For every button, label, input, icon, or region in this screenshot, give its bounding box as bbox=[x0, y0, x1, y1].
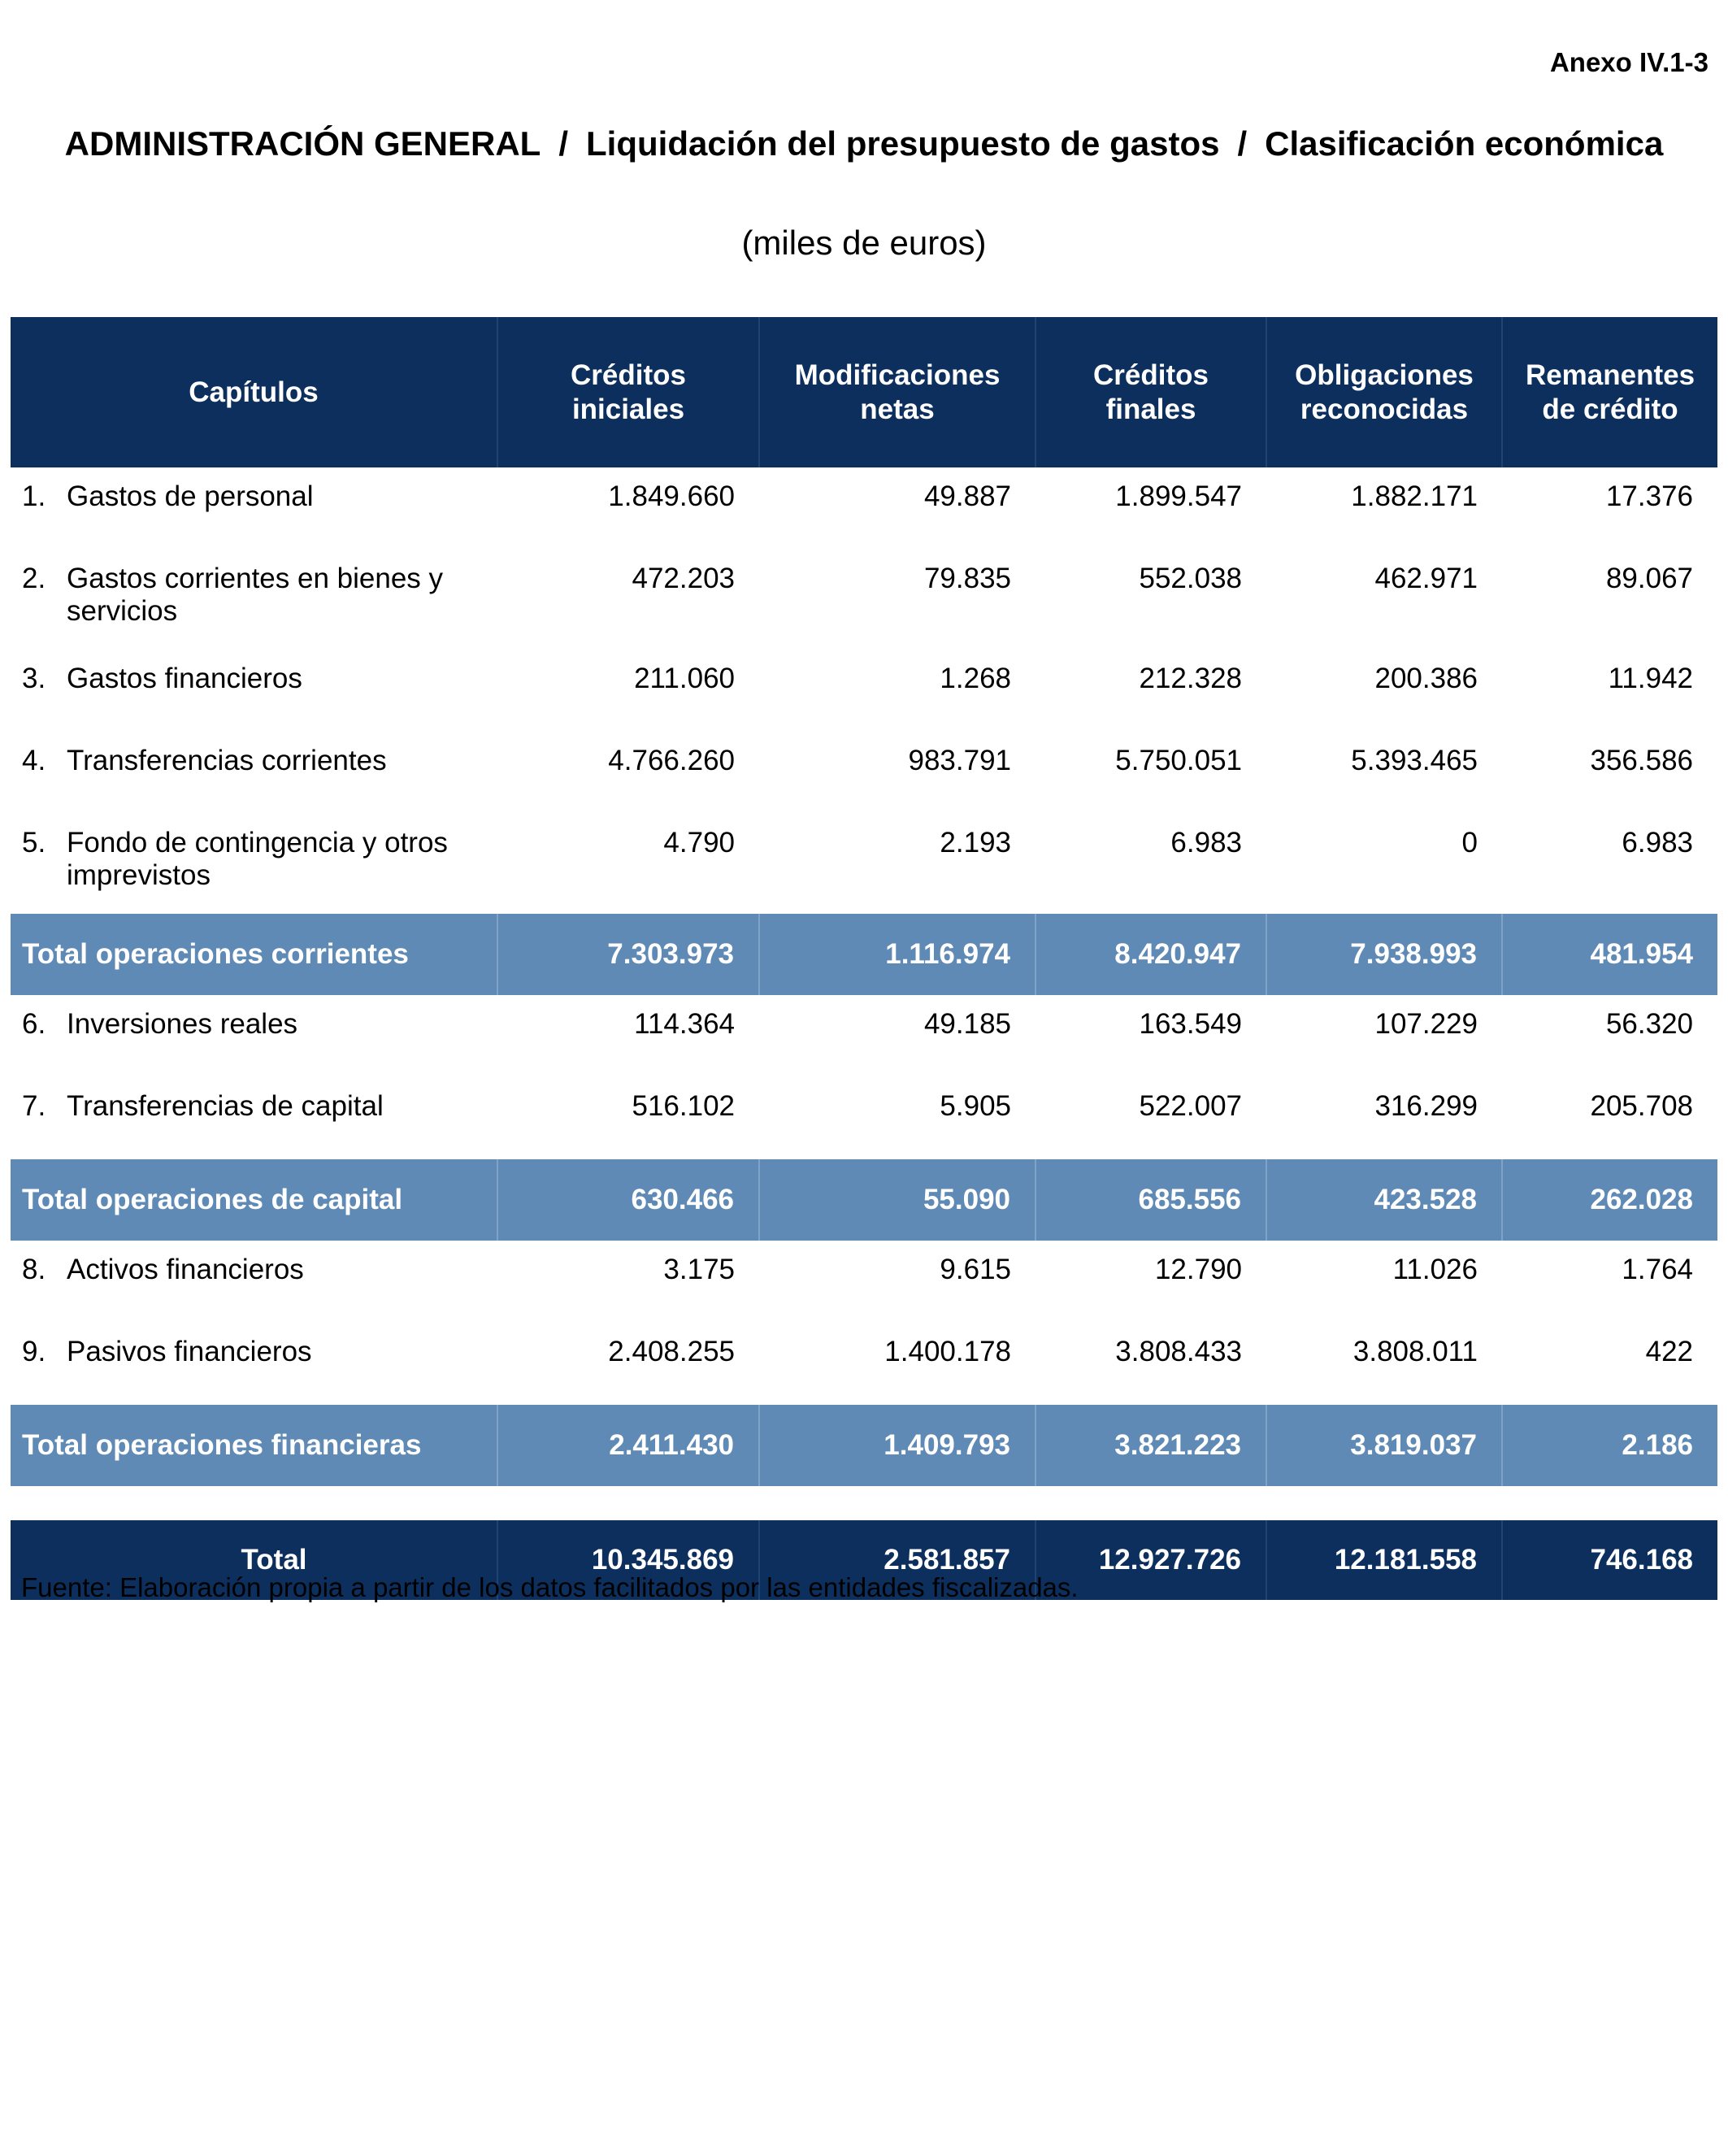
title-separator: / bbox=[1237, 124, 1248, 163]
budget-table bbox=[11, 317, 1717, 1600]
remaining-credit-value: 56.320 bbox=[1605, 1008, 1694, 1040]
net-modifications-value: 1.116.974 bbox=[759, 914, 1035, 995]
remaining-credit-value: 6.983 bbox=[1622, 827, 1694, 858]
net-modifications-value: 49.887 bbox=[923, 480, 1012, 512]
table-row bbox=[11, 650, 1717, 732]
recognized-obligations-value: 3.819.037 bbox=[1266, 1405, 1502, 1486]
net-modifications-value: 2.581.857 bbox=[759, 1520, 1035, 1600]
initial-credits-value: 1.849.660 bbox=[608, 480, 736, 512]
initial-credits-value: 516.102 bbox=[632, 1090, 736, 1122]
net-modifications-value: 49.185 bbox=[923, 1008, 1012, 1040]
net-modifications-value: 55.090 bbox=[759, 1159, 1035, 1241]
net-modifications-value: 9.615 bbox=[940, 1254, 1012, 1285]
remaining-credit-value: 356.586 bbox=[1590, 745, 1694, 776]
chapter-number: 2. bbox=[22, 563, 46, 594]
header-final-credits: Créditos finales bbox=[1035, 317, 1266, 467]
final-credits-value: 6.983 bbox=[1170, 827, 1243, 858]
net-modifications-value: 1.409.793 bbox=[759, 1405, 1035, 1486]
remaining-credit-value: 89.067 bbox=[1605, 563, 1694, 594]
chapter-name: Transferencias de capital bbox=[67, 1090, 384, 1122]
annex-label: Anexo IV.1-3 bbox=[1549, 47, 1708, 77]
net-modifications-value: 1.400.178 bbox=[884, 1336, 1012, 1367]
remaining-credit-value: 262.028 bbox=[1502, 1159, 1717, 1241]
table-row bbox=[11, 467, 1717, 550]
initial-credits-value: 2.408.255 bbox=[608, 1336, 736, 1367]
table-row bbox=[11, 550, 1717, 650]
chapter-number: 4. bbox=[22, 745, 46, 776]
subtotal-row-capital-operations bbox=[11, 1159, 1717, 1241]
net-modifications-value: 1.268 bbox=[940, 663, 1012, 694]
table-row bbox=[11, 1241, 1717, 1323]
subtotal-row-current-operations bbox=[11, 914, 1717, 995]
chapter-name: Gastos de personal bbox=[67, 480, 314, 512]
recognized-obligations-value: 423.528 bbox=[1266, 1159, 1502, 1241]
net-modifications-value: 2.193 bbox=[940, 827, 1012, 858]
title-entity: ADMINISTRACIÓN GENERAL bbox=[64, 124, 541, 163]
header-net-modifications: Modificaciones netas bbox=[759, 317, 1035, 467]
initial-credits-value: 3.175 bbox=[663, 1254, 736, 1285]
recognized-obligations-value: 5.393.465 bbox=[1351, 745, 1478, 776]
grand-total-label: Total bbox=[11, 1520, 497, 1600]
header-chapters: Capítulos bbox=[11, 317, 497, 467]
remaining-credit-value: 2.186 bbox=[1502, 1405, 1717, 1486]
initial-credits-value: 630.466 bbox=[497, 1159, 759, 1241]
final-credits-value: 12.927.726 bbox=[1035, 1520, 1266, 1600]
table-row bbox=[11, 1077, 1717, 1159]
net-modifications-value: 79.835 bbox=[923, 563, 1012, 594]
remaining-credit-value: 17.376 bbox=[1605, 480, 1694, 512]
header-recognized-obligations: Obligaciones reconocidas bbox=[1266, 317, 1502, 467]
recognized-obligations-value: 3.808.011 bbox=[1352, 1336, 1478, 1367]
title-classification: Clasificación económica bbox=[1265, 124, 1664, 163]
header-initial-credits: Créditos iniciales bbox=[497, 317, 759, 467]
remaining-credit-value: 11.942 bbox=[1608, 663, 1694, 694]
recognized-obligations-value: 1.882.171 bbox=[1351, 480, 1478, 512]
recognized-obligations-value: 462.971 bbox=[1374, 563, 1478, 594]
chapter-number: 9. bbox=[22, 1336, 46, 1367]
units-subtitle: (miles de euros) bbox=[741, 224, 987, 262]
recognized-obligations-value: 0 bbox=[1461, 827, 1478, 858]
final-credits-value: 522.007 bbox=[1139, 1090, 1243, 1122]
table-spacer bbox=[11, 1486, 1717, 1520]
table-row bbox=[11, 814, 1717, 914]
subtotal-row-financial-operations bbox=[11, 1405, 1717, 1486]
remaining-credit-value: 205.708 bbox=[1590, 1090, 1694, 1122]
initial-credits-value: 4.766.260 bbox=[608, 745, 736, 776]
chapter-name: Activos financieros bbox=[67, 1254, 304, 1285]
table-row bbox=[11, 732, 1717, 814]
final-credits-value: 8.420.947 bbox=[1035, 914, 1266, 995]
chapter-name: Pasivos financieros bbox=[67, 1336, 312, 1367]
chapter-name: Inversiones reales bbox=[67, 1008, 298, 1040]
subtotal-label: Total operaciones financieras bbox=[11, 1405, 497, 1486]
title-section: Liquidación del presupuesto de gastos bbox=[586, 124, 1220, 163]
net-modifications-value: 5.905 bbox=[940, 1090, 1012, 1122]
page-title bbox=[0, 124, 1728, 163]
recognized-obligations-value: 7.938.993 bbox=[1266, 914, 1502, 995]
final-credits-value: 1.899.547 bbox=[1115, 480, 1243, 512]
initial-credits-value: 114.364 bbox=[634, 1008, 736, 1040]
final-credits-value: 163.549 bbox=[1139, 1008, 1243, 1040]
chapter-number: 3. bbox=[22, 663, 46, 694]
final-credits-value: 12.790 bbox=[1154, 1254, 1243, 1285]
table-header-row bbox=[11, 317, 1717, 467]
final-credits-value: 3.821.223 bbox=[1035, 1405, 1266, 1486]
initial-credits-value: 2.411.430 bbox=[497, 1405, 759, 1486]
title-separator: / bbox=[558, 124, 569, 163]
chapter-name: Fondo de contingencia y otros imprevistos bbox=[67, 827, 448, 891]
recognized-obligations-value: 107.229 bbox=[1374, 1008, 1478, 1040]
chapter-name: Gastos corrientes en bienes y servicios bbox=[67, 563, 444, 627]
table-row bbox=[11, 1323, 1717, 1405]
initial-credits-value: 472.203 bbox=[632, 563, 736, 594]
source-note: Fuente: Elaboración propia a partir de los datos facilitados por las entidades fiscalizadas. bbox=[21, 1572, 1079, 1602]
recognized-obligations-value: 11.026 bbox=[1392, 1254, 1478, 1285]
initial-credits-value: 211.060 bbox=[634, 663, 736, 694]
recognized-obligations-value: 12.181.558 bbox=[1266, 1520, 1502, 1600]
final-credits-value: 3.808.433 bbox=[1115, 1336, 1243, 1367]
chapter-number: 8. bbox=[22, 1254, 46, 1285]
chapter-number: 5. bbox=[22, 827, 46, 858]
chapter-number: 6. bbox=[22, 1008, 46, 1040]
initial-credits-value: 10.345.869 bbox=[497, 1520, 759, 1600]
initial-credits-value: 7.303.973 bbox=[497, 914, 759, 995]
chapter-number: 1. bbox=[22, 480, 46, 512]
final-credits-value: 212.328 bbox=[1139, 663, 1243, 694]
recognized-obligations-value: 200.386 bbox=[1374, 663, 1478, 694]
final-credits-value: 685.556 bbox=[1035, 1159, 1266, 1241]
table-row bbox=[11, 995, 1717, 1077]
remaining-credit-value: 481.954 bbox=[1502, 914, 1717, 995]
chapter-name: Gastos financieros bbox=[67, 663, 302, 694]
recognized-obligations-value: 316.299 bbox=[1374, 1090, 1478, 1122]
remaining-credit-value: 1.764 bbox=[1622, 1254, 1694, 1285]
net-modifications-value: 983.791 bbox=[908, 745, 1012, 776]
subtotal-label: Total operaciones de capital bbox=[11, 1159, 497, 1241]
remaining-credit-value: 422 bbox=[1645, 1336, 1694, 1367]
final-credits-value: 5.750.051 bbox=[1115, 745, 1243, 776]
subtotal-label: Total operaciones corrientes bbox=[11, 914, 497, 995]
initial-credits-value: 4.790 bbox=[663, 827, 736, 858]
remaining-credit-value: 746.168 bbox=[1502, 1520, 1717, 1600]
chapter-number: 7. bbox=[22, 1090, 46, 1122]
header-remaining-credit: Remanentes de crédito bbox=[1502, 317, 1717, 467]
final-credits-value: 552.038 bbox=[1139, 563, 1243, 594]
chapter-name: Transferencias corrientes bbox=[67, 745, 387, 776]
